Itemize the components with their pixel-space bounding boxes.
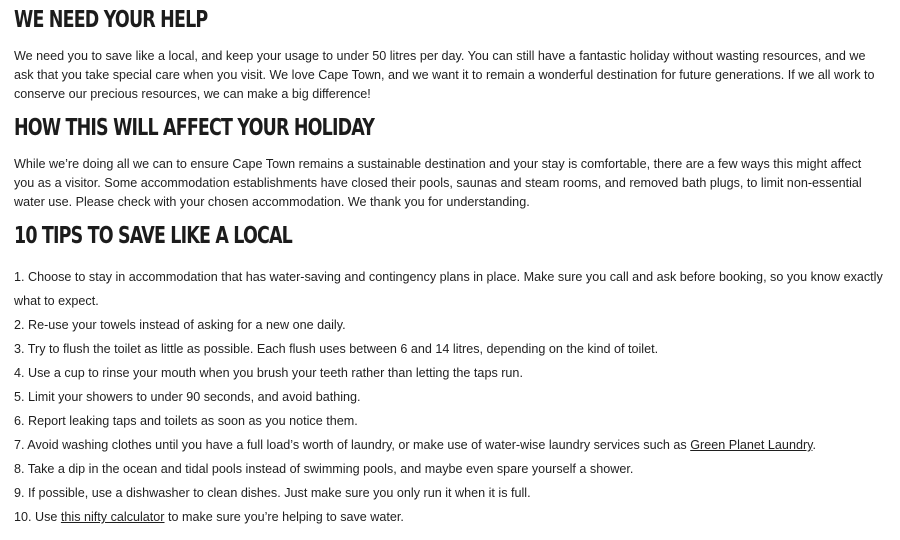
tip-item-2: 2. Re-use your towels instead of asking for a new one daily.: [14, 318, 346, 332]
heading-how-this-will-affect: HOW THIS WILL AFFECT YOUR HOLIDAY: [14, 115, 375, 141]
tip-item-9: 9. If possible, use a dishwasher to clean dishes. Just make sure you only run it when it is full.: [14, 486, 531, 500]
heading-we-need-your-help: WE NEED YOUR HELP: [14, 7, 208, 33]
tip-item-8: 8. Take a dip in the ocean and tidal pools instead of swimming pools, and maybe even spare yourself a shower.: [14, 462, 634, 476]
heading-10-tips: 10 TIPS TO SAVE LIKE A LOCAL: [14, 223, 292, 249]
paragraph-how-this-will-affect: While we’re doing all we can to ensure Cape Town remains a sustainable destination and your stay is comfortable, there are a few ways this might affect you as a visitor. Some accommodation establishments have closed their pools, saunas and steam rooms, and removed bath plugs, to limit non-essential water use. Please check with your chosen accommodation. We thank you for understanding.: [14, 157, 862, 209]
tip-item-3: 3. Try to flush the toilet as little as possible. Each flush uses between 6 and 14 litres, depending on the kind of toilet.: [14, 342, 659, 356]
tip-item-1: 1. Choose to stay in accommodation that has water-saving and contingency plans in place. Make sure you call and ask before booking, so you know exactly what to expect.: [14, 270, 883, 308]
tip-item-10-text: 10. Use: [14, 510, 61, 524]
paragraph-we-need-your-help: We need you to save like a local, and keep your usage to under 50 litres per day. You can still have a fantastic holiday without wasting resources, and we ask that you take special care when you visit. We love Cape Town, and we want it to remain a wonderful destination for future generations. If we all work to conserve our precious resources, we can make a big difference!: [14, 49, 875, 101]
green-planet-laundry-link[interactable]: Green Planet Laundry: [690, 438, 813, 452]
tip-item-7-text: 7. Avoid washing clothes until you have a full load’s worth of laundry, or make use of water-wise laundry services such as: [14, 438, 691, 452]
tip-item-7: [14, 433, 894, 457]
nifty-calculator-link[interactable]: this nifty calculator: [60, 510, 165, 524]
tip-item-10-suffix: to make sure you’re helping to save water.: [164, 510, 404, 524]
tips-list: [14, 265, 894, 529]
tip-item-10: [14, 505, 894, 529]
tip-item-6: 6. Report leaking taps and toilets as soon as you notice them.: [14, 414, 358, 428]
tip-item-5: 5. Limit your showers to under 90 seconds, and avoid bathing.: [14, 390, 361, 404]
tip-item-4: 4. Use a cup to rinse your mouth when you brush your teeth rather than letting the taps run.: [14, 366, 523, 380]
tip-item-7-suffix: .: [812, 438, 817, 452]
